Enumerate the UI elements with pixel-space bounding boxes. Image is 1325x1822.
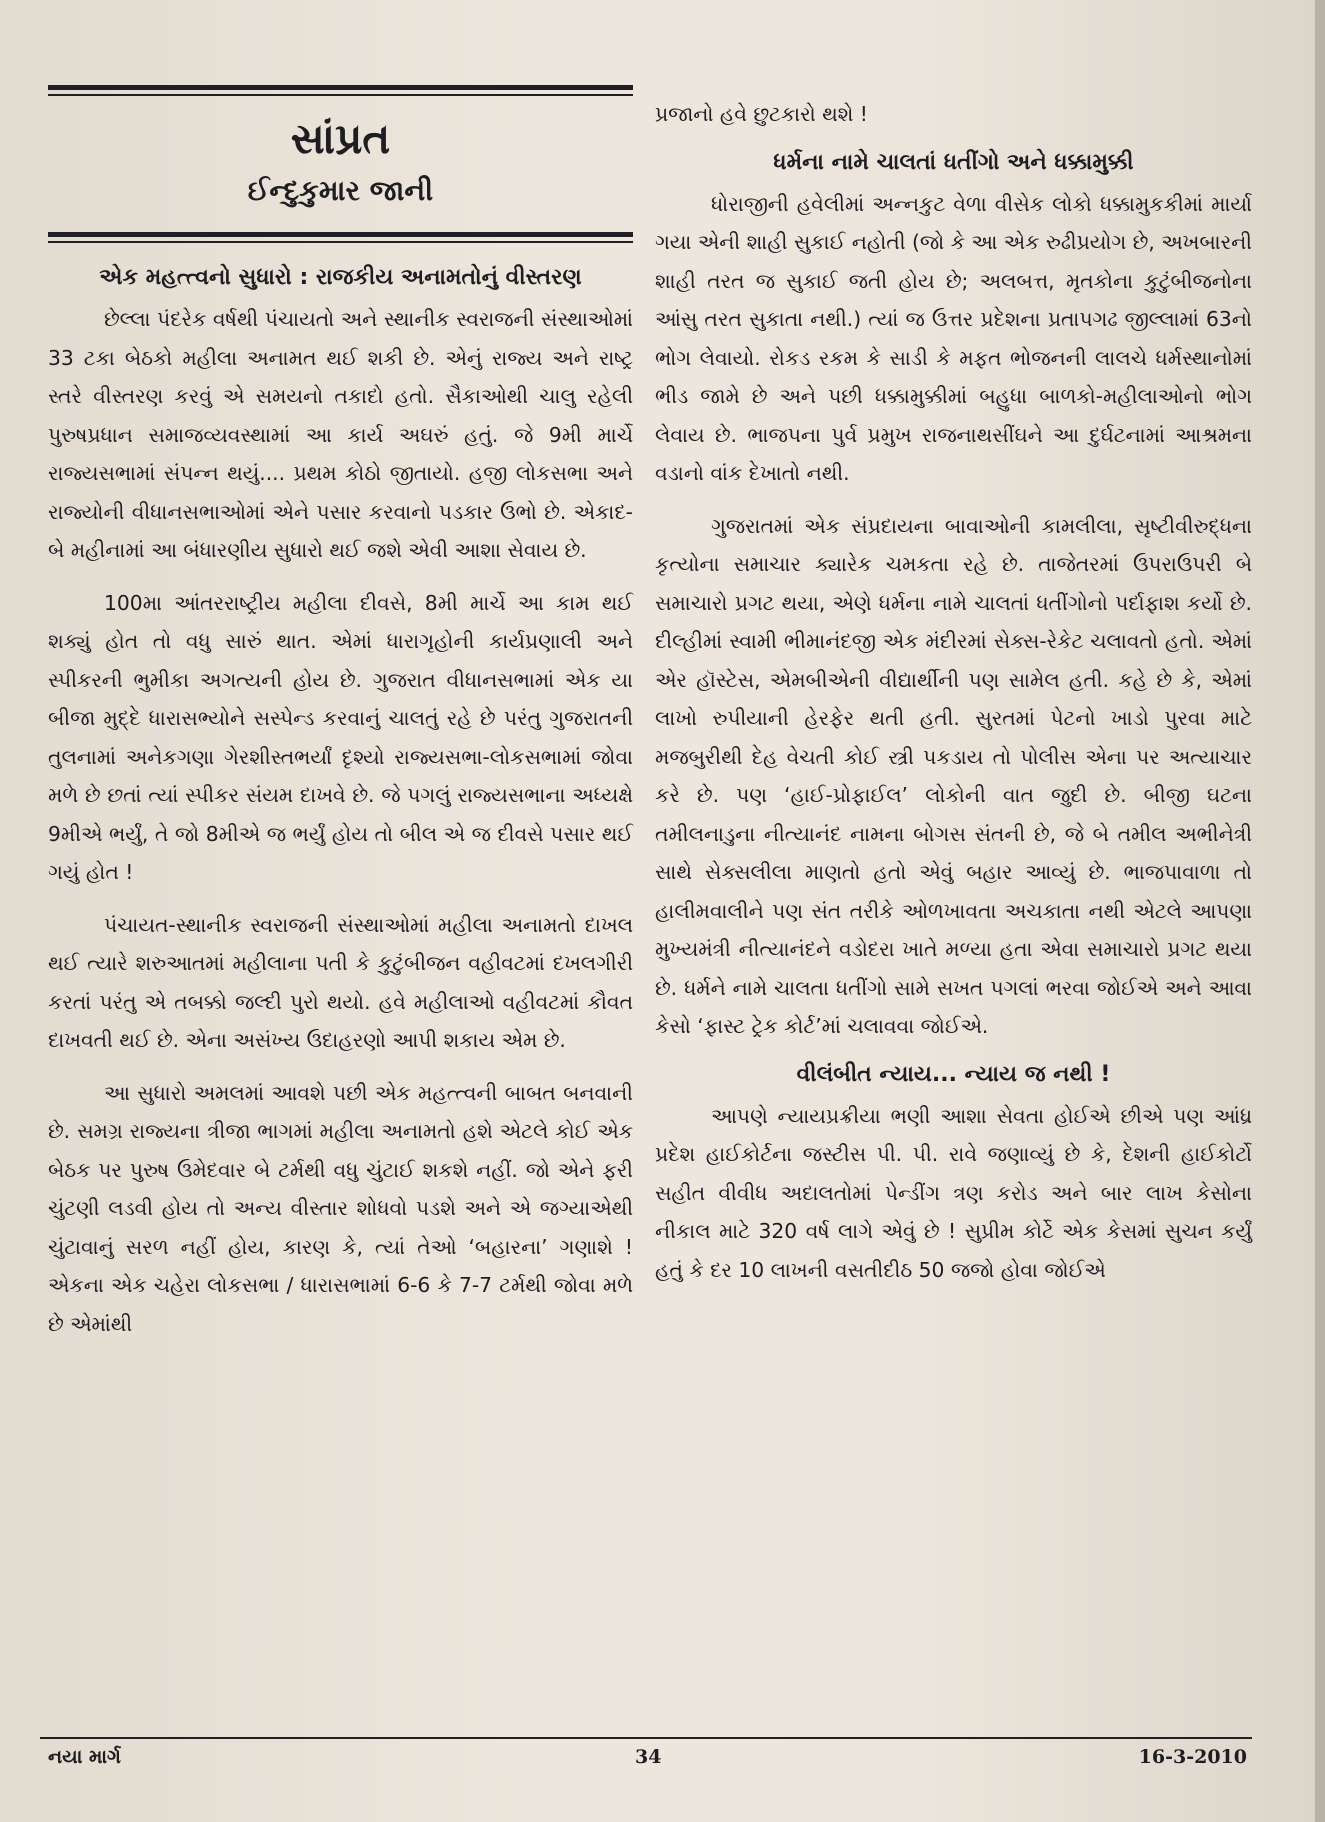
right-column	[655, 95, 1252, 1289]
article3-paragraph-1: આપણે ન્યાયપ્રક્રીયા ભણી આશા સેવતા હોઈએ છીએ પણ આંધ્ર પ્રદેશ હાઈકોર્ટના જસ્ટીસ પી. પી. રાવે જણાવ્યું છે કે, દેશની હાઈકોર્ટો સહીત વીવીધ અદાલતોમાં પેન્ડીંગ ત્રણ કરોડ અને બાર લાખ કેસોના નીકાલ માટે 320 વર્ષ લાગે એવું છે ! સુપ્રીમ કોર્ટે એક કેસમાં સુચન કર્યું હતું કે દર 10 લાખની વસતીદીઠ 50 જજો હોવા જોઈએ	[655, 1103, 1252, 1282]
footer-magazine-name: નયા માર્ગ	[48, 1746, 121, 1768]
article3-heading: વીલંબીત ન્યાય... ન્યાય જ નથી !	[796, 1061, 1111, 1087]
page-edge	[1315, 0, 1325, 1822]
article1-paragraph-2: 100મા આંતરરાષ્ટ્રીય મહીલા દીવસે, 8મી માર્ચે આ કામ થઈ શક્યું હોત તો વધુ સારું થાત. એમાં ધારાગૃહોની કાર્યપ્રણાલી અને સ્પીકરની ભુમીકા અગત્યની હોય છે. ગુજરાત વીધાનસભામાં એક યા બીજા મુદ્દે ધારાસભ્યોને સસ્પેન્ડ કરવાનું ચાલતું રહે છે પરંતુ ગુજરાતની તુલનામાં અનેકગણા ગેરશીસ્તભર્યાં દૃશ્યો રાજ્યસભા-લોકસભામાં જોવા મળે છે છતાં ત્યાં સ્પીકર સંયમ દાખવે છે. જે પગલું રાજ્યસભાના અધ્યક્ષે 9મીએ ભર્યું, તે જો 8મીએ જ ભર્યું હોય તો બીલ એ જ દીવસે પસાર થઈ ગયું હોત !	[48, 590, 633, 885]
article1-paragraph-1: છેલ્લા પંદરેક વર્ષથી પંચાયતો અને સ્થાનીક સ્વરાજની સંસ્થાઓમાં 33 ટકા બેઠકો મહીલા અનામત થઈ શકી છે. એનું રાજ્ય અને રાષ્ટ્ર સ્તરે વીસ્તરણ કરવું એ સમયનો તકાદો હતો. સૈકાઓથી ચાલુ રહેલી પુરુષપ્રધાન સમાજવ્યવસ્થામાં આ કાર્ય અઘરું હતું. જે 9મી માર્ચે રાજ્યસભામાં સંપન્ન થયું.... પ્રથમ કોઠો જીતાયો. હજી લોકસભા અને રાજ્યોની વીધાનસભાઓમાં એને પસાર કરવાનો પડકાર ઉભો છે. એકાદ-બે મહીનામાં આ બંધારણીય સુધારો થઈ જશે એવી આશા સેવાય છે.	[48, 307, 633, 563]
left-column	[48, 85, 633, 1343]
author-rule-thin	[48, 241, 633, 243]
article2-paragraph-2: ગુજરાતમાં એક સંપ્રદાયના બાવાઓની કામલીલા, સૃષ્ટીવીરુદ્ધના કૃત્યોના સમાચાર ક્યારેક ચમકતા રહે છે. તાજેતરમાં ઉપરાઉપરી બે સમાચારો પ્રગટ થયા, એણે ધર્મના નામે ચાલતાં ધતીંગોનો પર્દાફાશ કર્યો છે. દીલ્હીમાં સ્વામી ભીમાનંદજી એક મંદીરમાં સેક્સ-રેકેટ ચલાવતો હતો. એમાં એર હૉસ્ટેસ, એમબીએની વીદ્યાર્થીની પણ સામેલ હતી. કહે છે કે, એમાં લાખો રુપીયાની હેરફેર થતી હતી. સુરતમાં પેટનો ખાડો પુરવા માટે મજબુરીથી દેહ વેચતી કોઈ સ્ત્રી પકડાય તો પોલીસ એના પર અત્યાચાર કરે છે. પણ ‘હાઈ-પ્રોફાઈલ’ લોકોની વાત જુદી છે. બીજી ઘટના તમીલનાડુના નીત્યાનંદ નામના બોગસ સંતની છે, જે બે તમીલ અભીનેત્રી સાથે સેક્સલીલા માણતો હતો એવું બહાર આવ્યું છે. ભાજપાવાળા તો હાલીમવાલીને પણ સંત તરીકે ઓળખાવતા અચકાતા નથી એટલે આપણા મુખ્યમંત્રી નીત્યાનંદને વડોદરા ખાતે મળ્યા હતા એવા સમાચારો પ્રગટ થયા છે. ધર્મને નામે ચાલતા ધતીંગો સામે સખત પગલાં ભરવા જોઈએ અને આવા કેસો ‘ફાસ્ટ ટ્રેક કોર્ટ’માં ચલાવવા જોઈએ.	[655, 513, 1252, 1038]
author-rule	[48, 232, 633, 237]
footer-rule	[40, 1737, 1252, 1739]
top-rule-thin	[48, 94, 633, 96]
article2-paragraph-1: ધોરાજીની હવેલીમાં અન્નકુટ વેળા વીસેક લોકો ધક્કામુકકીમાં માર્યા ગયા એની શાહી સુકાઈ નહોતી (જો કે આ એક રુઢીપ્રયોગ છે, અખબારની શાહી તરત જ સુકાઈ જતી હોય છે; અલબત્ત, મૃતકોના કુટુંબીજનોના આંસુ તરત સુકાતા નથી.) ત્યાં જ ઉત્તર પ્રદેશના પ્રતાપગઢ જીલ્લામાં 63નો ભોગ લેવાયો. રોકડ રકમ કે સાડી કે મફત ભોજનની લાલચે ધર્મસ્થાનોમાં ભીડ જામે છે અને પછી ધક્કામુક્કીમાં બહુધા બાળકો-મહીલાઓનો ભોગ લેવાય છે. ભાજપના પુર્વ પ્રમુખ રાજનાથસીંઘને આ દુર્ઘટનામાં આશ્રમના વડાનો વાંક દેખાતો નથી.	[655, 191, 1252, 485]
author-name: ઈન્દુકુમાર જાની	[247, 174, 434, 208]
article1-paragraph-4: આ સુધારો અમલમાં આવશે પછી એક મહત્ત્વની બાબત બનવાની છે. સમગ્ર રાજ્યના ત્રીજા ભાગમાં મહીલા અનામતો હશે એટલે કોઈ એક બેઠક પર પુરુષ ઉમેદવાર બે ટર્મથી વધુ ચુંટાઈ શકશે નહીં. જો એને ફરી ચુંટણી લડવી હોય તો અન્ય વીસ્તાર શોધવો પડશે અને એ જગ્યાએથી ચુંટાવાનું સરળ નહીં હોય, કારણ કે, ત્યાં તેઓ ‘બહારના’ ગણાશે ! એકના એક ચહેરા લોકસભા / ધારાસભામાં 6-6 કે 7-7 ટર્મથી જોવા મળે છે એમાંથી	[48, 1080, 633, 1336]
footer-page-number: 34	[635, 1746, 662, 1768]
article1-heading: એક મહત્ત્વનો સુધારો : રાજકીય અનામતોનું વીસ્તરણ	[99, 265, 582, 291]
article1-paragraph-3: પંચાયત-સ્થાનીક સ્વરાજની સંસ્થાઓમાં મહીલા અનામતો દાખલ થઈ ત્યારે શરુઆતમાં મહીલાના પતી કે કુટુંબીજન વહીવટમાં દખલગીરી કરતાં પરંતુ એ તબક્કો જલ્દી પુરો થયો. હવે મહીલાઓ વહીવટમાં કૌવત દાખવતી થઈ છે. એના અસંખ્ય ઉદાહરણો આપી શકાય એમ છે.	[48, 912, 633, 1053]
top-rule	[48, 85, 633, 90]
article2-heading: ધર્મના નામે ચાલતાં ધતીંગો અને ધક્કામુક્કી	[773, 149, 1134, 175]
column-title: સાંપ્રત	[290, 114, 391, 163]
article1-continuation: પ્રજાનો હવે છુટકારો થશે !	[655, 102, 868, 126]
footer-date: 16-3-2010	[1138, 1746, 1247, 1768]
